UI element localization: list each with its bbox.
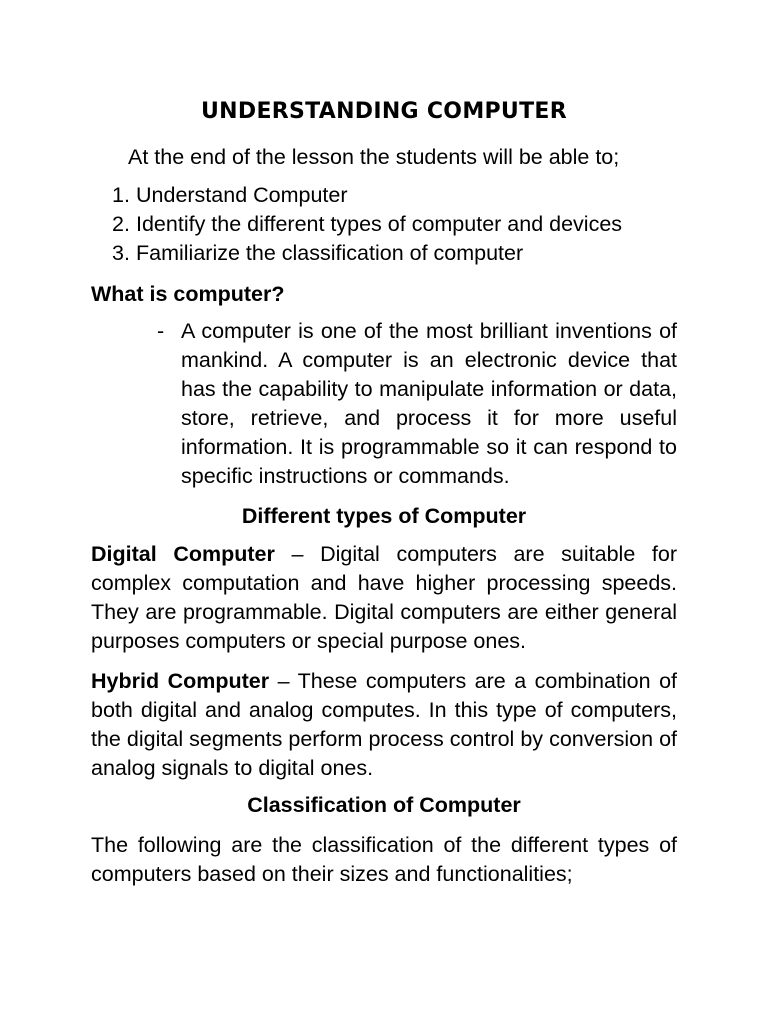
classification-heading: Classification of Computer [247, 793, 521, 817]
list-text: Familiarize the classification of computer [136, 241, 524, 265]
list-item [112, 239, 622, 268]
definition-bullet: - [157, 319, 165, 343]
list-item [112, 210, 622, 239]
hybrid-computer-text: – These computers are a combination of both digital and analog computes. In this type of computers, the digital segments perform process control by conversion of analog signals to digital ones. [91, 669, 677, 780]
hybrid-computer-paragraph [91, 667, 677, 783]
list-text: Identify the different types of computer and devices [136, 212, 623, 236]
list-number: 3. [112, 241, 130, 265]
digital-computer-term: Digital Computer [91, 542, 275, 566]
list-text: Understand Computer [136, 183, 348, 207]
classification-text: The following are the classification of the different types of computers based on their sizes and functionalities; [91, 833, 677, 886]
page-title: UNDERSTANDING COMPUTER [201, 99, 567, 124]
types-heading: Different types of Computer [241, 504, 527, 528]
lesson-intro: At the end of the lesson the students will be able to; [128, 145, 620, 169]
list-number: 1. [112, 183, 130, 207]
list-item [112, 181, 622, 210]
digital-computer-paragraph [91, 540, 677, 656]
digital-computer-text: – Digital computers are suitable for complex computation and have higher processing speeds. They are programmable. Digital computers are either general purposes computers or special purpose ones. [91, 542, 677, 653]
objectives-list [112, 181, 622, 268]
list-number: 2. [112, 212, 130, 236]
what-is-computer-heading: What is computer? [91, 282, 285, 306]
definition-text: A computer is one of the most brilliant inventions of mankind. A computer is an electronic device that has the capability to manipulate information or data, store, retrieve, and process it for more useful information. It is programmable so it can respond to specific instructions or commands. [181, 319, 677, 488]
hybrid-computer-term: Hybrid Computer [91, 669, 270, 693]
